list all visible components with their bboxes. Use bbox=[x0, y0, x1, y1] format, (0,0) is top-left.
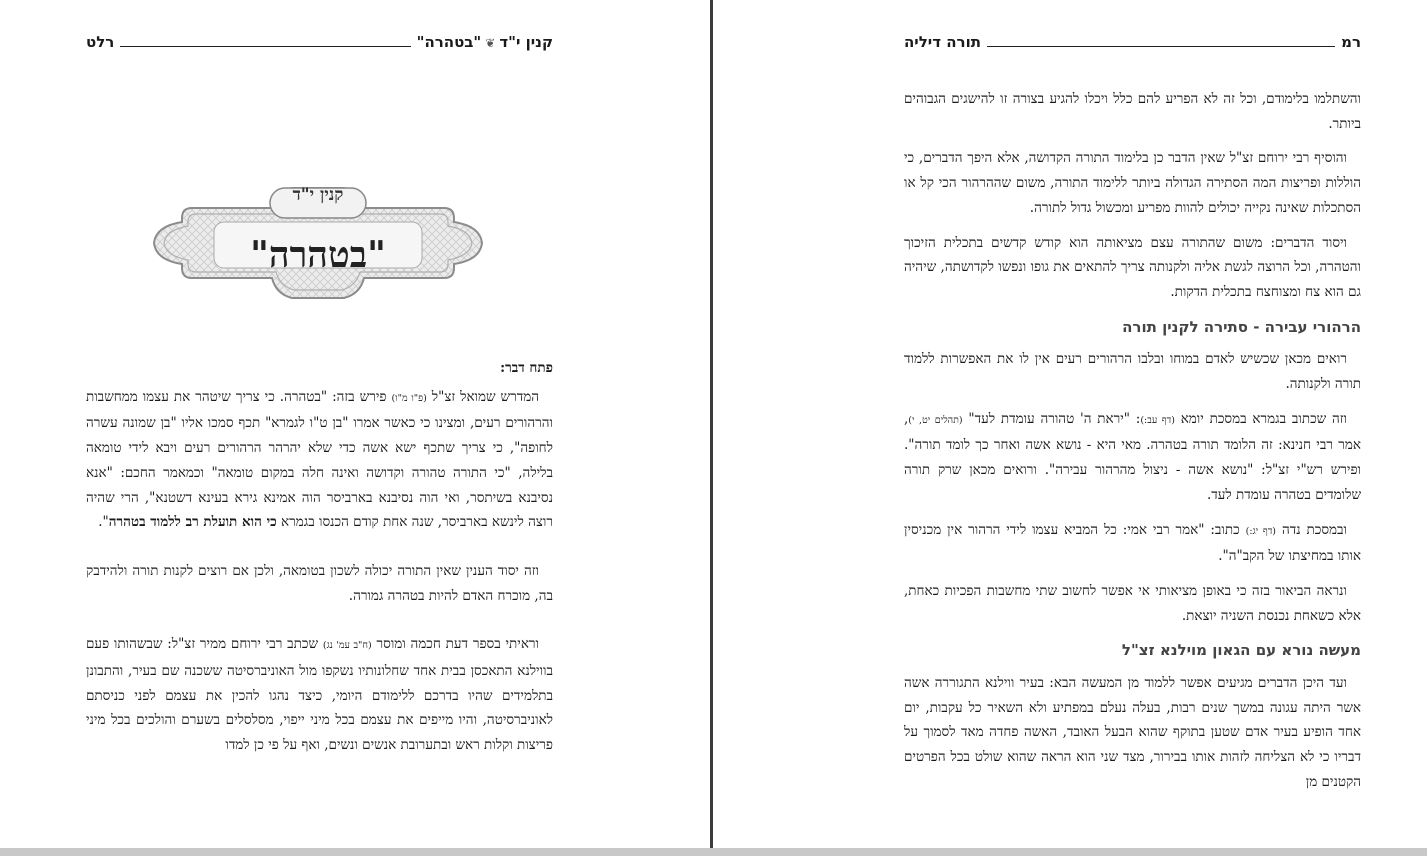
text-run: כתוב: "אמר רבי אמי: כל המביא עצמו לידי הרהור אין מכניסין אותו במחיצתו של הקב"ה". bbox=[904, 521, 1361, 565]
right-page-number: רמ bbox=[1341, 33, 1361, 51]
chapter-title: "בטהרה" bbox=[250, 234, 386, 276]
paragraph: ועד היכן הדברים מגיעים אפשר ללמוד מן המעשה הבא: בעיר ווילנא התגוררה אשה אשר היתה עגונה במשך שנים רבות, בעלה נעלם במפתיע ולא השאיר כל עקבות, יום אחד הופיע בעיר אדם שטען בתוקף שהוא הבעל האובד, האשה פחדה מאד לסמוך על דבריו כי לא הצליחה לזהות אותו בבירור, מצד שני הוא הראה שהוא שולט בכל הפרטים הקטנים מן bbox=[904, 675, 1361, 790]
text-run: : "יראת ה' טהורה עומדת לעד" bbox=[968, 410, 1141, 427]
header-rule bbox=[120, 34, 410, 47]
left-body-text bbox=[86, 356, 553, 768]
right-page bbox=[713, 0, 1427, 848]
text-run: המדרש שמואל זצ"ל bbox=[431, 388, 540, 405]
paragraph: ונראה הביאור בזה כי באופן מציאותי אי אפשר לחשוב שתי מחשבות הפכיות כאחת, אלא כשאחת נכנסת השניה יוצאת. bbox=[904, 582, 1361, 624]
intro-heading: פתח דבר: bbox=[500, 360, 553, 376]
paragraph bbox=[904, 518, 1361, 569]
text-run: , אמר רבי חנינא: זה הלומד תורה בטהרה. מאי היא - נושא אשה ואחר כך לומד תורה". ופירש רש"י זצ"ל: "נושא אשה - ניצול מהרהור עבירה". ורואים מכאן שרק תורה שלומדים בטהרה עומדת לעד. bbox=[904, 410, 1361, 503]
text-run: ובמסכת נדה bbox=[1281, 521, 1347, 538]
right-running-header bbox=[904, 33, 1361, 51]
source-reference: (תהלים יט, י) bbox=[908, 414, 963, 426]
paragraph: וזה יסוד הענין שאין התורה יכולה לשכון בטומאה, ולכן אם רוצים לקנות תורה ולהידבק בה, מוכרח האדם להיות בטהרה גמורה. bbox=[86, 562, 553, 604]
text-run: וזה שכתוב בגמרא במסכת יומא bbox=[1180, 410, 1347, 427]
emphasis-text: כי הוא תועלת רב ללמוד בטהרה bbox=[108, 514, 277, 531]
viewer-bottom-bar bbox=[0, 848, 1427, 856]
cartouche-label: קנין י"ד bbox=[292, 185, 344, 205]
source-reference: (ח"ב עמ' נג) bbox=[322, 640, 372, 652]
section-heading: מעשה נורא עם הגאון מוילנא זצ"ל bbox=[1121, 641, 1361, 660]
source-reference: (דף יג:) bbox=[1245, 525, 1277, 537]
source-reference: (פ"ו מ"ו) bbox=[391, 392, 427, 404]
right-body-text bbox=[904, 87, 1361, 805]
paragraph: רואים מכאן שכשיש לאדם במוחו ובלבו הרהורים רעים אין לו את האפשרות ללמוד תורה ולקנותה. bbox=[904, 351, 1361, 393]
paragraph bbox=[904, 407, 1361, 508]
source-reference: (דף עב:) bbox=[1140, 414, 1175, 426]
section-heading: הרהורי עבירה - סתירה לקנין תורה bbox=[1122, 317, 1361, 336]
left-page bbox=[0, 0, 710, 848]
text-run: שכתב רבי ירוחם ממיר זצ"ל: שבשהותו פעם בווילנא התאכסן בבית אחד שחלונותיו נשקפו מול האוניברסיטה ששכנה שם בעיר, והתבונן בתלמידים שהיו בדרכם ללימודם היומי, כיצד נהגו להכין את עצמם לפני כניסתם לאוניברסיטה, והיו מייפים את עצמם בכל מיני ייפוי, מסלסלים בשערם והולכים בכל מיני פריצות וקלות ראש ובתערובת אנשים ונשים, ואף על פי כן למדו bbox=[86, 636, 553, 754]
text-run: ". bbox=[98, 514, 109, 531]
paragraph: והוסיף רבי ירוחם זצ"ל שאין הדבר כן בלימוד התורה הקדושה, אלא היפך הדברים, כי הוללות ופריצות המה הסתירה הגדולה ביותר ללימוד התורה, משום שההרהור הכי קל או הסתכלות שאינה נקייה יכולים להוות מפריע ומכשול גדול לתורה. bbox=[904, 150, 1361, 216]
left-page-number: רלט bbox=[86, 33, 115, 51]
text-run: פירש בזה: "בטהרה. כי צריך שיטהר את עצמו ממחשבות והרהורים רעים, ומצינו כי כאשר אמרו "בן ט"ו לגמרא" תכף סמכו אליו "בן שמונה עשרה לחופה", כי צריך שתכף ישא אשה כדי שלא יהרהר הרהורים רעים ויבא לידי טומאה בלילה, "כי התורה טהורה וקדושה ואינה חלה במקום טומאה" וכמאמר החכם: "אנא נסיבנא בשיתסר, ואי הוה נסיבנא בארביסר הוה אמינא גירא בעינא דשטנא", הרי שהיה רוצה לינשא בארביסר, שנה אחת קודם הכנסו בגמרא bbox=[86, 388, 553, 531]
chapter-cartouche bbox=[152, 182, 484, 304]
left-header-title: קנין י"ד bbox=[499, 33, 553, 51]
paragraph bbox=[86, 385, 553, 535]
paragraph bbox=[86, 632, 553, 758]
paragraph: ויסוד הדברים: משום שהתורה עצם מציאותה הוא קודש קדשים בתכלית הזיכוך והטהרה, וכל הרוצה לגשת אליה ולקנותה צריך להתאים את גופו ונפשו לקדושתה, שיהיה גם הוא צח ומצוחצח בתכלית הדקות. bbox=[904, 234, 1361, 300]
left-header-subtitle: "בטהרה" bbox=[416, 33, 482, 51]
header-rule bbox=[987, 34, 1335, 47]
leaf-ornament-icon: ❦ bbox=[485, 36, 496, 50]
right-header-title: תורה דיליה bbox=[904, 33, 981, 51]
paragraph: והשתלמו בלימודם, וכל זה לא הפריע להם כלל ויכלו להגיע בצורה זו להישגים הגבוהים ביותר. bbox=[904, 91, 1361, 132]
left-running-header bbox=[86, 33, 553, 51]
text-run: וראיתי בספר דעת חכמה ומוסר bbox=[376, 636, 540, 653]
